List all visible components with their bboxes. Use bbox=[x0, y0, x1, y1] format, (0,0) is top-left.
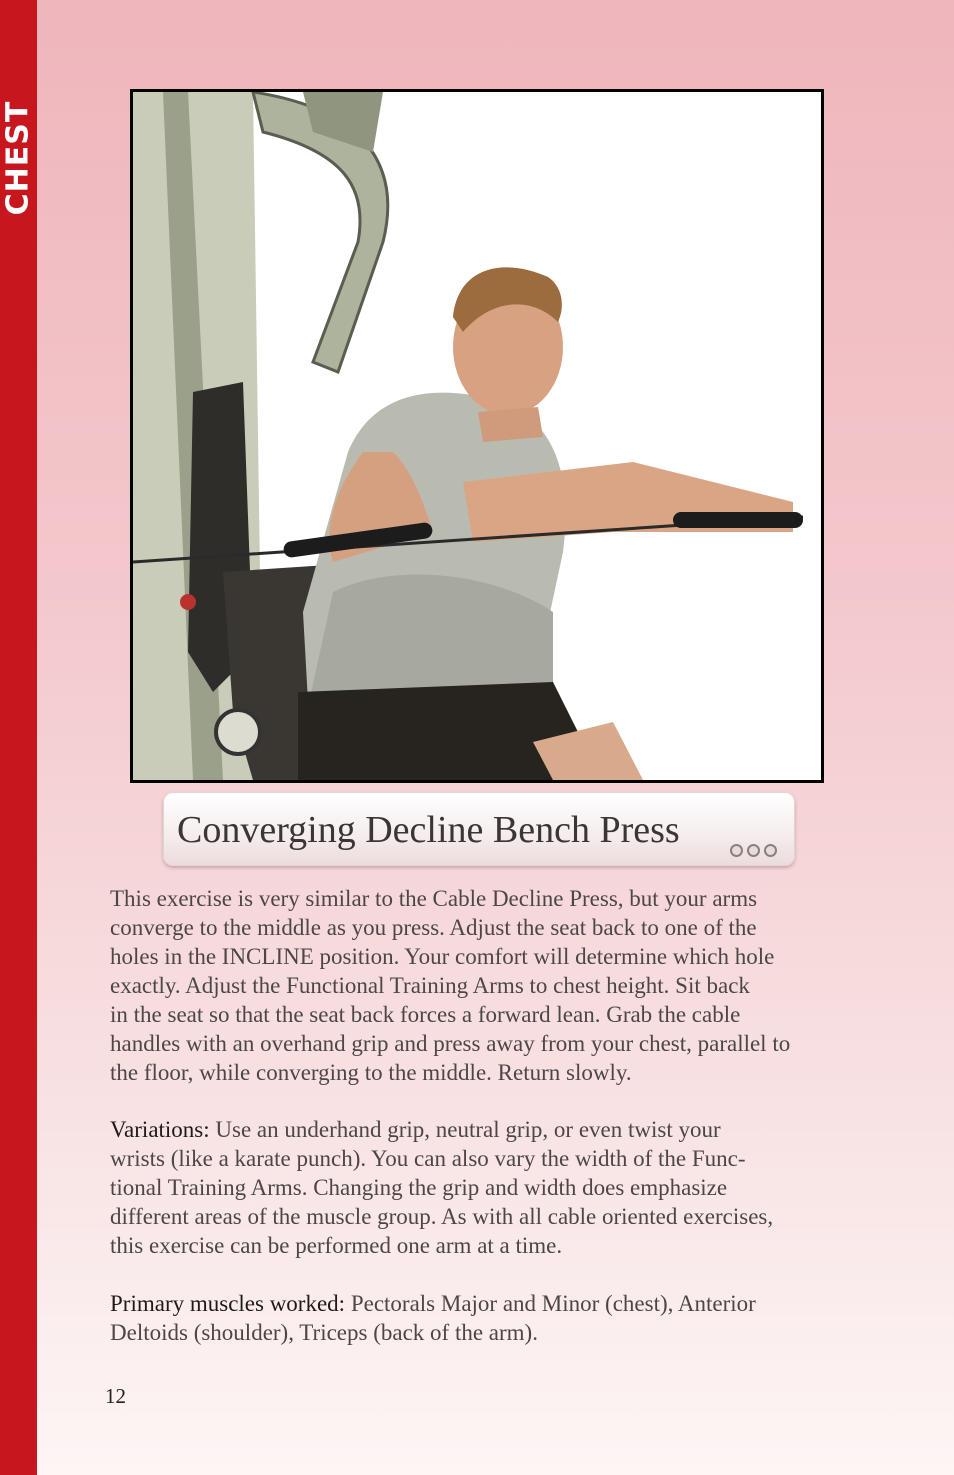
exercise-title-box bbox=[163, 792, 795, 866]
muscles-line: Deltoids (shoulder), Triceps (back of the arm). bbox=[110, 1320, 538, 1345]
variations-label: Variations: bbox=[110, 1117, 210, 1142]
decorative-dots bbox=[730, 844, 777, 857]
chapter-tab bbox=[0, 0, 37, 1475]
page-number: 12 bbox=[105, 1384, 126, 1408]
muscles-line: Pectorals Major and Minor (chest), Anterior bbox=[345, 1291, 756, 1316]
exercise-photo bbox=[130, 89, 824, 783]
description-line: holes in the INCLINE position. Your comfort will determine which hole bbox=[110, 944, 775, 969]
description-line: in the seat so that the seat back forces a forward lean. Grab the cable bbox=[110, 1002, 741, 1027]
description-line: converge to the middle as you press. Adjust the seat back to one of the bbox=[110, 915, 757, 940]
variations-line: this exercise can be performed one arm at a time. bbox=[110, 1233, 563, 1258]
description-line: This exercise is very similar to the Cable Decline Press, but your arms bbox=[110, 886, 758, 911]
description-line: exactly. Adjust the Functional Training Arms to chest height. Sit back bbox=[110, 973, 750, 998]
variations-line: wrists (like a karate punch). You can also vary the width of the Func- bbox=[110, 1146, 746, 1171]
exercise-title: Converging Decline Bench Press bbox=[177, 809, 680, 851]
variations-line: tional Training Arms. Changing the grip and width does emphasize bbox=[110, 1175, 728, 1200]
chapter-label: CHEST bbox=[0, 100, 36, 216]
exercise-illustration bbox=[133, 92, 821, 780]
muscles-label: Primary muscles worked: bbox=[110, 1291, 346, 1316]
variations-line: different areas of the muscle group. As with all cable oriented exercises, bbox=[110, 1204, 774, 1229]
variations-line: Use an underhand grip, neutral grip, or even twist your bbox=[209, 1117, 721, 1142]
variations-paragraph bbox=[110, 1115, 850, 1260]
dot-icon bbox=[747, 844, 760, 857]
dot-icon bbox=[730, 844, 743, 857]
exercise-description bbox=[110, 884, 850, 1087]
description-line: the floor, while converging to the middle. Return slowly. bbox=[110, 1060, 632, 1085]
muscles-paragraph bbox=[110, 1289, 850, 1347]
dot-icon bbox=[764, 844, 777, 857]
description-line: handles with an overhand grip and press away from your chest, parallel to bbox=[110, 1031, 791, 1056]
